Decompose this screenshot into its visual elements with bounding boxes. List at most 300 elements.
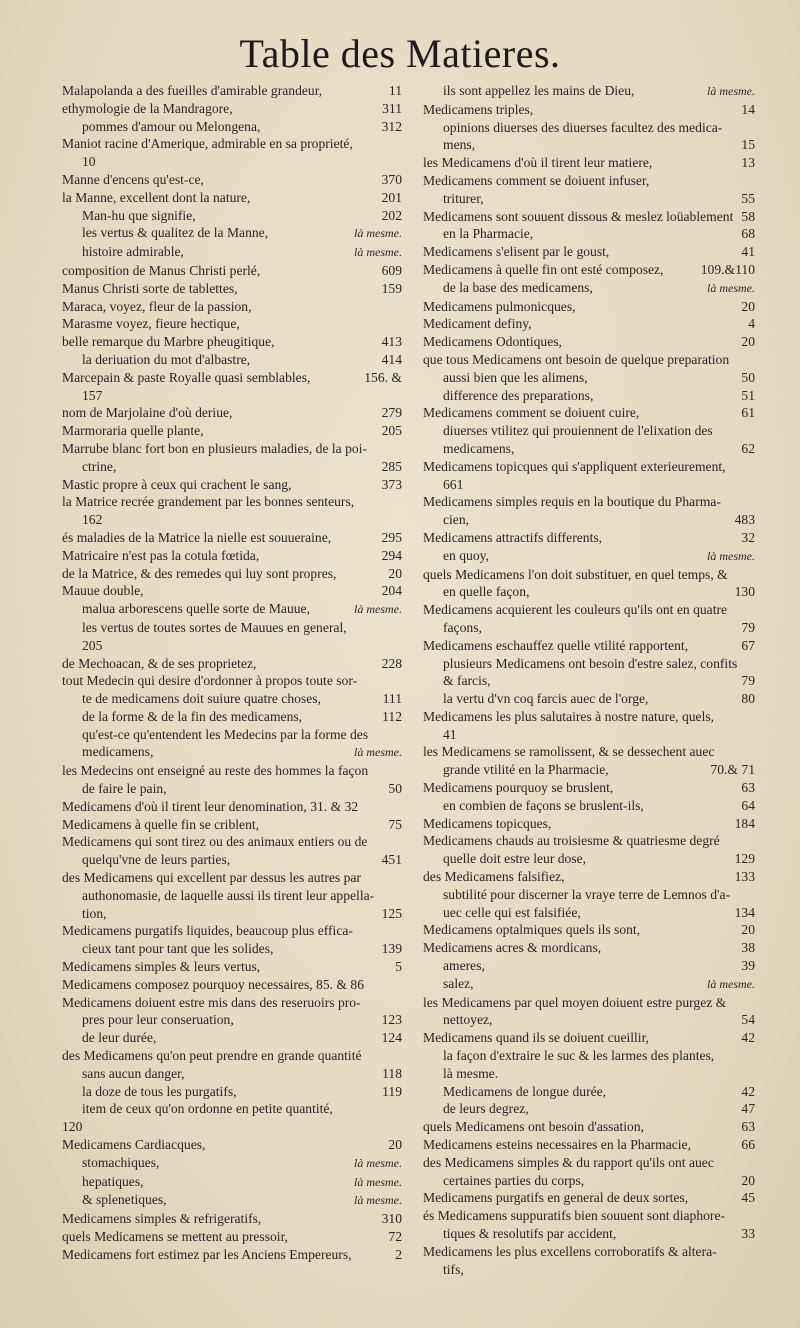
entry-text: belle remarque du Marbre pheugitique, (62, 334, 275, 350)
entry-page-ref: 20 (741, 922, 755, 938)
entry-page-ref: 159 (381, 280, 402, 296)
entry-page-ref: 15 (741, 137, 755, 153)
entry-page-ref: 63 (741, 1119, 755, 1135)
entry-text: nettoyez, (443, 1012, 493, 1028)
entry-text: 661 (443, 476, 464, 492)
entry-text: de leurs degrez, (443, 1101, 529, 1117)
entry-text: Mastic propre à ceux qui crachent le sang, (62, 476, 292, 492)
entry-text: en quoy, (443, 547, 489, 563)
entry-text: és Medicamens suppuratifs bien souuent sont diaphore- (423, 1208, 726, 1224)
entry-text: medicamens, (443, 440, 515, 456)
entry-page-ref: 414 (381, 351, 402, 367)
index-entry (423, 119, 755, 137)
entry-text: Medicamens qui sont tirez ou des animaux entiers ou de (62, 834, 368, 850)
entry-text: tion, (82, 905, 107, 921)
entry-page-ref: 124 (381, 1030, 402, 1046)
index-entry (62, 637, 402, 655)
index-entry (423, 939, 755, 957)
index-entry (423, 1225, 755, 1243)
entry-page-ref: 133 (734, 869, 755, 885)
entry-text: Medicamens pourquoy se bruslent, (423, 780, 614, 796)
entry-text: des Medicamens falsifiez, (423, 869, 565, 885)
index-entry (62, 387, 402, 405)
index-entry (62, 135, 402, 153)
index-entry (62, 207, 402, 225)
index-entry (62, 298, 402, 316)
index-entry (423, 583, 755, 601)
entry-page-ref: là mesme. (354, 602, 402, 617)
entry-text: Marasme voyez, fieure hectique, (62, 316, 240, 332)
entry-text: plusieurs Medicamens ont besoin d'estre salez, confits (443, 655, 738, 671)
entry-page-ref: 201 (381, 189, 402, 205)
entry-text: Matricaire n'est pas la cotula fœtida, (62, 547, 260, 563)
entry-text: les Medicamens d'où il tirent leur matiere, (423, 155, 653, 171)
index-entry (423, 655, 755, 673)
entry-page-ref: 311 (382, 100, 402, 116)
index-entry (423, 476, 755, 494)
index-entry (62, 493, 402, 511)
index-entry (423, 904, 755, 922)
entry-text: & splenetiques, (82, 1192, 167, 1208)
entry-text: item de ceux qu'on ordonne en petite quantité, (82, 1101, 333, 1117)
entry-text: de la forme & de la fin des medicamens, (82, 708, 303, 724)
entry-page-ref: 39 (741, 958, 755, 974)
entry-page-ref: 13 (741, 155, 755, 171)
index-entry (62, 171, 402, 189)
entry-page-ref: 38 (741, 940, 755, 956)
entry-page-ref: là mesme. (354, 226, 402, 241)
entry-text: authonomasie, de laquelle aussi ils tirent leur appella- (82, 887, 375, 903)
entry-page-ref: 55 (741, 190, 755, 206)
entry-page-ref: 609 (381, 262, 402, 278)
entry-page-ref: 130 (734, 584, 755, 600)
entry-text: mens, (443, 137, 476, 153)
entry-page-ref: 156. & (364, 369, 402, 385)
index-entry (423, 458, 755, 476)
entry-text: malua arborescens quelle sorte de Mauue, (82, 601, 310, 617)
entry-text: 120 (62, 1119, 83, 1135)
index-entry (62, 529, 402, 547)
index-entry (423, 815, 755, 833)
index-entry (62, 476, 402, 494)
entry-page-ref: 61 (741, 405, 755, 421)
index-entry (62, 851, 402, 869)
entry-text: de Mechoacan, & de ses proprietez, (62, 655, 257, 671)
entry-page-ref: 45 (741, 1190, 755, 1206)
entry-text: 157 (82, 387, 103, 403)
index-entry (423, 493, 755, 511)
index-entry (423, 243, 755, 261)
index-entry (62, 655, 402, 673)
entry-page-ref: 310 (381, 1211, 402, 1227)
entry-page-ref: 109.&110 (700, 261, 755, 277)
index-entry (62, 994, 402, 1012)
entry-text: tifs, (443, 1261, 464, 1277)
entry-page-ref: 295 (381, 529, 402, 545)
entry-text: les Medicamens se ramolissent, & se dessechent auec (423, 744, 715, 760)
entry-page-ref: 79 (741, 619, 755, 635)
entry-text: la doze de tous les purgatifs, (82, 1083, 237, 1099)
entry-page-ref: 119 (382, 1083, 402, 1099)
entry-text: Mauue double, (62, 583, 144, 599)
index-entry (62, 262, 402, 280)
index-entry (423, 601, 755, 619)
entry-text: Medicamens eschauffez quelle vtilité rapportent, (423, 637, 689, 653)
index-entry (62, 690, 402, 708)
index-entry (62, 726, 402, 744)
index-entry (62, 619, 402, 637)
index-entry (62, 600, 402, 619)
index-entry (423, 404, 755, 422)
entry-text: là mesme. (443, 1065, 499, 1081)
entry-text: Medicament definy, (423, 316, 532, 332)
index-entry (423, 1065, 755, 1083)
entry-text: Medicamens d'où il tirent leur denomination, 31. & 32 (62, 798, 359, 814)
index-entry (423, 1136, 755, 1154)
index-entry (423, 761, 755, 779)
index-entry (423, 1029, 755, 1047)
entry-text: tout Medecin qui desire d'ordonner à propos toute sor- (62, 673, 358, 689)
index-entry (423, 101, 755, 119)
index-entry (423, 619, 755, 637)
entry-text: Medicamens purgatifs en general de deux sortes, (423, 1190, 689, 1206)
index-entry (62, 315, 402, 333)
entry-text: Medicamens comment se doiuent infuser, (423, 172, 650, 188)
entry-text: certaines parties du corps, (443, 1172, 585, 1188)
index-entry (423, 154, 755, 172)
index-entry (423, 529, 755, 547)
entry-text: Marcepain & paste Royalle quasi semblables, (62, 369, 311, 385)
index-entry (62, 82, 402, 100)
entry-text: diuerses vtilitez qui prouiennent de l'elixation des (443, 423, 713, 439)
index-entry (423, 957, 755, 975)
index-entry (423, 511, 755, 529)
index-entry (423, 547, 755, 566)
entry-text: Medicamens attractifs differents, (423, 529, 603, 545)
entry-page-ref: 139 (381, 941, 402, 957)
index-entry (62, 833, 402, 851)
entry-page-ref: 62 (741, 440, 755, 456)
index-entry (62, 1136, 402, 1154)
index-entry (423, 1243, 755, 1261)
entry-text: Medicamens simples & refrigeratifs, (62, 1211, 262, 1227)
entry-text: Medicamens esteins necessaires en la Pharmacie, (423, 1137, 691, 1153)
index-entry (423, 208, 755, 226)
index-entry (62, 958, 402, 976)
index-entry (423, 690, 755, 708)
index-entry (62, 1173, 402, 1192)
entry-page-ref: 228 (381, 655, 402, 671)
index-entry (423, 315, 755, 333)
entry-text: pres pour leur conseruation, (82, 1012, 234, 1028)
entry-text: Medicamens doiuent estre mis dans des reseruoirs pro- (62, 994, 361, 1010)
entry-text: nom de Marjolaine d'où deriue, (62, 405, 233, 421)
index-entry (62, 1029, 402, 1047)
entry-page-ref: 129 (734, 851, 755, 867)
index-entry (62, 404, 402, 422)
index-entry (423, 298, 755, 316)
entry-text: quelle doit estre leur dose, (443, 851, 587, 867)
entry-text: Medicamens les plus excellens corroboratifs & altera- (423, 1243, 717, 1259)
entry-text: qu'est-ce qu'entendent les Medecins par la forme des (82, 726, 369, 742)
index-entry (62, 1246, 402, 1264)
entry-text: des Medicamens qui excellent par dessus les autres par (62, 870, 361, 886)
entry-page-ref: 70.& 71 (710, 762, 755, 778)
index-entry (423, 921, 755, 939)
entry-text: que tous Medicamens ont besoin de quelque preparation (423, 351, 730, 367)
entry-text: Medicamens acquierent les couleurs qu'ils ont en quatre (423, 602, 728, 618)
index-entry (423, 797, 755, 815)
entry-page-ref: 20 (388, 565, 402, 581)
entry-text: quelqu'vne de leurs parties, (82, 852, 231, 868)
entry-page-ref: 20 (741, 334, 755, 350)
entry-text: quels Medicamens ont besoin d'assation, (423, 1119, 645, 1135)
entry-text: Medicamens purgatifs liquides, beaucoup plus effica- (62, 923, 353, 939)
index-entry (62, 458, 402, 476)
entry-text: Marrube blanc fort bon en plusieurs maladies, de la poi- (62, 440, 368, 456)
entry-text: 10 (82, 154, 96, 170)
index-entry (62, 672, 402, 690)
entry-text: Medicamens simples requis en la boutique du Pharma- (423, 494, 721, 510)
entry-page-ref: 79 (741, 673, 755, 689)
index-entry (62, 922, 402, 940)
entry-text: Maniot racine d'Amerique, admirable en sa proprieté, (62, 136, 353, 152)
entry-text: sans aucun danger, (82, 1065, 185, 1081)
entry-text: te de medicamens doit suiure quatre choses, (82, 691, 321, 707)
entry-page-ref: là mesme. (707, 976, 755, 991)
entry-text: les Medecins ont enseigné au reste des hommes la façon (62, 763, 369, 779)
index-entry (423, 708, 755, 726)
entry-text: Medicamens à quelle fin ont esté composez, (423, 261, 664, 277)
index-entry (62, 118, 402, 136)
entry-page-ref: 66 (741, 1137, 755, 1153)
index-entry (62, 333, 402, 351)
entry-page-ref: 64 (741, 797, 755, 813)
index-entry (62, 1210, 402, 1228)
entry-text: de leur durée, (82, 1030, 157, 1046)
entry-text: Man-hu que signifie, (82, 207, 196, 223)
index-entry (423, 672, 755, 690)
entry-text: la vertu d'vn coq farcis auec de l'orge, (443, 691, 649, 707)
index-entry (423, 172, 755, 190)
index-entry (62, 1191, 402, 1210)
entry-text: uec celle qui est falsifiée, (443, 904, 581, 920)
entry-page-ref: là mesme. (354, 745, 402, 760)
entry-page-ref: 54 (741, 1012, 755, 1028)
entry-text: Medicamens topicques, (423, 815, 552, 831)
entry-page-ref: 111 (382, 691, 402, 707)
entry-text: subtilité pour discerner la vraye terre de Lemnos d'a- (443, 886, 731, 902)
entry-text: pommes d'amour ou Melongena, (82, 118, 261, 134)
entry-text: ils sont appellez les mains de Dieu, (443, 83, 635, 98)
entry-page-ref: 204 (381, 583, 402, 599)
index-entry (423, 136, 755, 154)
entry-page-ref: là mesme. (354, 1174, 402, 1189)
entry-page-ref: 413 (381, 334, 402, 350)
index-entry (62, 905, 402, 923)
entry-page-ref: 20 (741, 298, 755, 314)
entry-page-ref: 32 (741, 529, 755, 545)
index-entry (62, 100, 402, 118)
entry-text: en combien de façons se bruslent-ils, (443, 797, 644, 813)
entry-text: Medicamens Odontiques, (423, 334, 562, 350)
index-entry (62, 1154, 402, 1173)
index-entry (62, 976, 402, 994)
entry-page-ref: là mesme. (354, 1155, 402, 1170)
entry-page-ref: 294 (381, 547, 402, 563)
entry-text: 205 (82, 637, 103, 653)
entry-text: cieux tant pour tant que les solides, (82, 941, 274, 957)
entry-text: Medicamens acres & mordicans, (423, 940, 602, 956)
entry-page-ref: 125 (381, 905, 402, 921)
entry-text: de la Matrice, & des remedes qui luy sont propres, (62, 565, 337, 581)
entry-page-ref: 42 (741, 1083, 755, 1099)
index-entry (423, 1100, 755, 1118)
entry-text: medicamens, (82, 744, 154, 760)
entry-page-ref: 134 (734, 904, 755, 920)
entry-page-ref: là mesme. (354, 1193, 402, 1208)
entry-page-ref: là mesme. (707, 84, 755, 98)
entry-page-ref: 123 (381, 1012, 402, 1028)
index-entry (62, 1011, 402, 1029)
entry-page-ref: 5 (395, 959, 402, 975)
entry-page-ref: là mesme. (707, 280, 755, 295)
index-entry (423, 387, 755, 405)
index-entry (423, 1083, 755, 1101)
entry-text: de faire le pain, (82, 781, 167, 797)
index-entry (423, 422, 755, 440)
entry-text: difference des preparations, (443, 387, 594, 403)
entry-text: la deriuation du mot d'albastre, (82, 351, 251, 367)
entry-text: quels Medicamens se mettent au pressoir, (62, 1229, 288, 1244)
entry-text: 162 (82, 512, 103, 528)
entry-text: des Medicamens qu'on peut prendre en grande quantité (62, 1048, 362, 1064)
index-entry (62, 243, 402, 262)
index-entry (62, 351, 402, 369)
index-entry (62, 798, 402, 816)
index-entry (62, 1047, 402, 1065)
entry-text: ameres, (443, 958, 485, 974)
entry-text: les vertus de toutes sortes de Mauues en general, (82, 619, 347, 635)
index-entry (423, 82, 755, 101)
entry-page-ref: 42 (741, 1030, 755, 1046)
entry-page-ref: 285 (381, 458, 402, 474)
entry-text: Medicamens à quelle fin se criblent, (62, 816, 260, 832)
index-entry (62, 940, 402, 958)
entry-text: & farcis, (443, 673, 491, 689)
entry-page-ref: 205 (381, 423, 402, 439)
entry-text: Medicamens les plus salutaires à nostre nature, quels, (423, 708, 715, 724)
entry-text: les Medicamens par quel moyen doiuent estre purgez & (423, 994, 727, 1010)
index-entry (62, 511, 402, 529)
right-column (423, 82, 755, 1278)
entry-text: triturer, (443, 190, 484, 206)
index-entry (423, 832, 755, 850)
entry-page-ref: 373 (381, 476, 402, 492)
index-entry (62, 1083, 402, 1101)
entry-text: histoire admirable, (82, 244, 184, 260)
entry-page-ref: 112 (382, 708, 402, 724)
entry-page-ref: 67 (741, 637, 755, 653)
entry-page-ref: 58 (741, 208, 755, 224)
entry-text: Medicamens simples & leurs vertus, (62, 959, 261, 975)
index-entry (62, 565, 402, 583)
index-entry (62, 280, 402, 298)
entry-text: tiques & resolutifs par accident, (443, 1226, 617, 1241)
entry-text: Medicamens Cardiacques, (62, 1137, 206, 1153)
index-entry (62, 224, 402, 243)
index-entry (423, 850, 755, 868)
entry-page-ref: 184 (734, 815, 755, 831)
entry-page-ref: 370 (381, 171, 402, 187)
entry-text: de la base des medicamens, (443, 279, 593, 295)
left-column (62, 82, 402, 1264)
index-entry (423, 369, 755, 387)
entry-text: ethymologie de la Mandragore, (62, 100, 233, 116)
entry-page-ref: là mesme. (354, 245, 402, 260)
entry-text: Medicamens pulmonicques, (423, 298, 576, 314)
index-entry (62, 1065, 402, 1083)
entry-text: Medicamens fort estimez par les Anciens Empereurs, (62, 1246, 352, 1262)
entry-text: Manne d'encens qu'est-ce, (62, 171, 204, 187)
index-entry (423, 225, 755, 243)
entry-text: Manus Christi sorte de tablettes, (62, 280, 238, 296)
index-entry (423, 261, 755, 279)
index-entry (423, 279, 755, 298)
index-entry (62, 547, 402, 565)
entry-text: salez, (443, 975, 474, 991)
index-entry (62, 816, 402, 834)
index-entry (62, 780, 402, 798)
index-entry (423, 726, 755, 744)
entry-page-ref: 72 (388, 1229, 402, 1244)
entry-text: Marmoraria quelle plante, (62, 423, 204, 439)
entry-page-ref: 50 (388, 781, 402, 797)
index-entry (423, 637, 755, 655)
entry-text: aussi bien que les alimens, (443, 369, 588, 385)
entry-page-ref: 279 (381, 405, 402, 421)
index-entry (423, 440, 755, 458)
entry-page-ref: 118 (382, 1065, 402, 1081)
entry-text: Medicamens optalmiques quels ils sont, (423, 922, 641, 938)
entry-text: Medicamens sont souuent dissous & meslez loüablement (423, 208, 734, 224)
entry-text: en la Pharmacie, (443, 226, 534, 242)
index-entry (62, 869, 402, 887)
index-entry (423, 779, 755, 797)
index-entry (423, 994, 755, 1012)
entry-text: Medicamens topicques qui s'appliquent exterieurement, (423, 458, 726, 474)
index-entry (423, 333, 755, 351)
entry-page-ref: 11 (388, 83, 402, 98)
index-entry (423, 190, 755, 208)
entry-text: Malapolanda a des fueilles d'amirable grandeur, (62, 83, 323, 98)
entry-text: Medicamens triples, (423, 101, 534, 117)
index-entry (62, 1228, 402, 1246)
entry-text: la façon d'extraire le suc & les larmes des plantes, (443, 1048, 715, 1064)
index-entry (423, 1189, 755, 1207)
entry-text: quels Medicamens l'on doit substituer, en quel temps, & (423, 566, 728, 582)
index-entry (62, 369, 402, 387)
index-entry (423, 1118, 755, 1136)
index-entry (62, 189, 402, 207)
index-entry (62, 743, 402, 762)
entry-page-ref: 312 (381, 118, 402, 134)
entry-page-ref: 14 (741, 101, 755, 117)
entry-text: Medicamens quand ils se doiuent cueillir, (423, 1030, 649, 1046)
index-entry (423, 351, 755, 369)
entry-page-ref: là mesme. (707, 548, 755, 563)
index-entry (62, 1118, 402, 1136)
